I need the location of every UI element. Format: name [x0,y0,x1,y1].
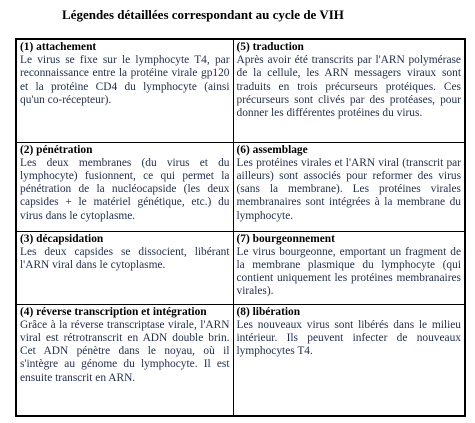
cell-heading: (7) bourgeonnement [236,232,335,245]
cell-heading: (5) traduction [236,41,304,53]
legend-table [15,38,466,417]
cell-heading: (6) assemblage [236,143,308,156]
cell-text: Les deux membranes (du virus et du lymphocyte) fusionnent, ce qui permet la pénétration de la nucléocapside (les deux capsides + le matériel génétique, etc.) du virus dans le cytoplasme. [20,156,230,222]
cell-traduction [233,39,465,142]
cell-penetration [16,142,233,231]
cell-text: Le virus se fixe sur le lymphocyte T4, par reconnaissance entre la protéine virale gp120 et la protéine CD4 du lymphocyte (ainsi qu'un co-récepteur). [20,54,230,106]
table-row [16,142,465,231]
cell-text: Les nouveaux virus sont libérés dans le milieu intérieur. Ils peuvent infecter de nouveaux lymphocytes T4. [236,318,461,358]
cell-decapsidation [16,231,233,304]
cell-attachement [16,39,233,142]
cell-assemblage [233,142,465,231]
cell-reverse-transcription [16,304,233,416]
cell-text: Le virus bourgeonne, emportant un fragment de la membrane plasmique du lymphocyte (qui contient uniquement les protéines membranaires virales). [236,245,461,298]
cell-text: Après avoir été transcrits par l'ARN polymérase de la cellule, les ARN messagers viraux sont traduits en trois précurseurs protéiques. Ces précurseurs sont clivés par des protéases, pour donner les différentes protéines du virus. [236,54,461,120]
table-row [16,304,465,416]
cell-heading: (8) libération [236,305,301,318]
table-row [16,39,465,142]
cell-heading: (3) décapsidation [20,232,104,245]
cell-heading: (1) attachement [20,41,97,53]
cell-text: Grâce à la réverse transcriptase virale, l'ARN viral est rétrotranscrit en ADN double brin. Cet ADN pénètre dans le noyau, où il s'intègre au génome du lymphocyte. Il est ensuite transcrit en ARN. [20,318,230,384]
table-row [16,231,465,304]
cell-text: Les protéines virales et l'ARN viral (transcrit par ailleurs) sont associés pour reformer des virus (sans la membrane). Les protéines virales membranaires sont intégrées à la membrane du lymphocyte. [236,156,461,222]
cell-bourgeonnement [233,231,465,304]
cell-liberation [233,304,465,416]
cell-text: Les deux capsides se dissocient, libérant l'ARN viral dans le cytoplasme. [20,245,230,271]
page-title: Légendes détaillées correspondant au cycle de VIH [62,7,344,22]
cell-heading: (4) réverse transcription et intégration [20,305,207,318]
cell-heading: (2) pénétration [20,143,93,156]
